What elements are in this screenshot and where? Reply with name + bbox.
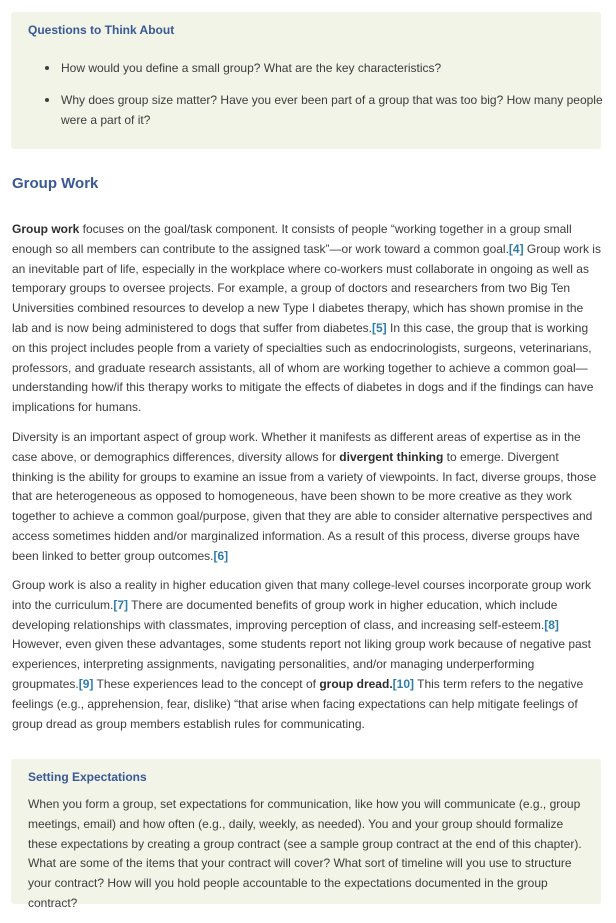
p1-text-3: In this case, the group that is working on this project includes people from a variety of specialties such as endocrinologists, surgeons, veterinarians, professors, and graduate research assistants, all of whom are working together to achieve a common goal—understanding how/if this therapy works to mitigate the effects of diabetes in dogs and if the findings can have implications for humans. — [12, 320, 594, 415]
term-group-work: Group work — [12, 222, 80, 236]
footnote-ref-8[interactable]: [8] — [544, 617, 559, 632]
footnote-ref-4[interactable]: [4] — [508, 241, 524, 256]
questions-box — [11, 12, 601, 149]
footnote-ref-7[interactable]: [7] — [113, 597, 129, 612]
section-heading: Group Work — [12, 175, 99, 192]
term-group-dread: group dread. — [319, 676, 393, 691]
term-divergent-thinking: divergent thinking — [339, 449, 444, 464]
p3-text-5: This term refers to the negative feelings (e.g., apprehension, fear, dislike) “that arise when facing expectations can help mitigate feelings of group dread as group members establish rules for communicating. — [12, 676, 584, 731]
p3-text-4: These experiences lead to the concept of — [93, 676, 320, 691]
paragraph-diversity — [12, 428, 602, 567]
footnote-ref-9[interactable]: [9] — [78, 676, 94, 691]
p3-text-1: Group work is also a reality in higher education given that many college-level courses incorporate group work into the curriculum. — [12, 578, 591, 612]
p3-text-3: However, even given these advantages, some students report not liking group work because of negative past experiences, interpreting assignments, navigating personalities, and/or managing underperforming groupmates. — [12, 637, 592, 691]
expectations-box-body: When you form a group, set expectations for communication, like how you will communicate (e.g., group meetings, email) and how often (e.g., daily, weekly, as needed). You and your group should formalize these expectations by creating a group contract (see a sample group contract at the end of this chapter). What are some of the items that your contract will cover? What sort of timeline will you use to structure your contract? How will you hold people accountable to the expectations documented in the group contract? — [28, 797, 582, 910]
paragraph-group-work — [12, 220, 602, 418]
questions-list — [28, 58, 616, 142]
questions-box-title: Questions to Think About — [28, 23, 175, 37]
expectations-box — [11, 759, 601, 910]
footnote-ref-6[interactable]: [6] — [213, 548, 229, 563]
footnote-ref-5[interactable]: [5] — [372, 320, 387, 335]
p1-text-2: Group work is an inevitable part of life, especially in the workplace where co-workers must collaborate in ongoing as well as temporary groups to oversee projects. For example, a group of doctors and researchers from two Big Ten Universities combined resources to develop a new Type I diabetes therapy, which has shown promise in the lab and is now being administered to dogs that suffer from diabetes. — [12, 241, 601, 335]
paragraph-higher-education — [12, 576, 602, 734]
p2-text-1: Diversity is an important aspect of group work. Whether it manifests as different areas of expertise as in the case above, or demographics differences, diversity allows for — [12, 430, 581, 464]
question-item: Why does group size matter? Have you ever been part of a group that was too big? How many people were a part of it? — [61, 90, 616, 130]
p2-text-2: to emerge. Divergent thinking is the ability for groups to examine an issue from a variety of viewpoints. In fact, diverse groups, those that are heterogeneous as opposed to homogeneous, have been shown to be more creative as they work together to achieve a common goal/purpose, given that they are able to consider alternative perspectives and access sometimes hidden and/or marginalized information. As a result of this process, diverse groups have been linked to better group outcomes. — [12, 449, 597, 563]
expectations-box-title: Setting Expectations — [28, 770, 147, 784]
footnote-ref-10[interactable]: [10] — [392, 676, 414, 691]
p1-text-1: focuses on the goal/task component. It consists of people “working together in a group small enough so all members can contribute to the assigned task”—or work toward a common goal. — [12, 222, 572, 256]
p3-text-2: There are documented benefits of group work in higher education, which include developing relationships with classmates, improving perception of class, and increasing self-esteem. — [12, 597, 558, 632]
question-item: How would you define a small group? What are the key characteristics? — [61, 58, 616, 78]
